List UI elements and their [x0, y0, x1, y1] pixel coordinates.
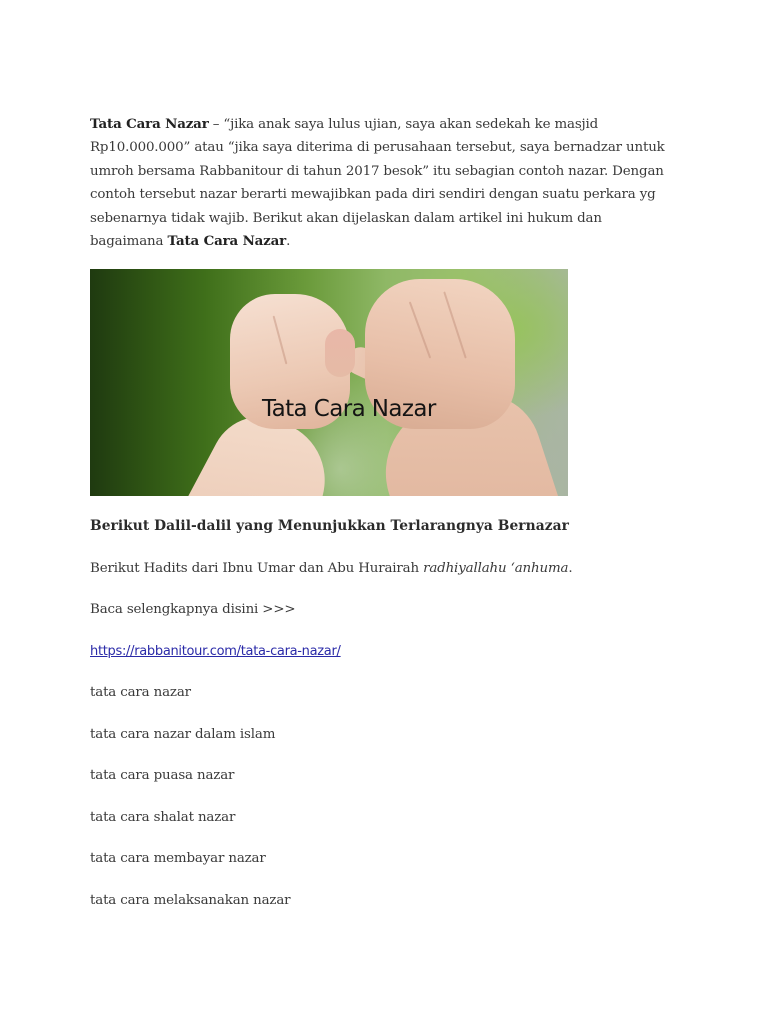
keyword-item: tata cara nazar	[90, 685, 191, 700]
intro-line-6-bold: Tata Cara Nazar	[167, 233, 287, 250]
hero-caption: Tata Cara Nazar	[262, 396, 436, 422]
intro-line-2: Rp10.000.000” atau “jika saya diterima di perusahaan tersebut, saya bernadzar untuk	[90, 140, 665, 156]
hadits-suffix: .	[568, 561, 573, 576]
intro-paragraph	[90, 113, 690, 253]
keyword-item: tata cara puasa nazar	[90, 768, 235, 783]
hadits-italic: radhiyallahu ‘anhuma	[423, 561, 569, 576]
intro-block	[90, 113, 690, 253]
article-link[interactable]: https://rabbanitour.com/tata-cara-nazar/	[90, 644, 341, 659]
keyword-item: tata cara membayar nazar	[90, 851, 266, 866]
hadits-line	[90, 561, 572, 576]
intro-line-6-suffix: .	[286, 234, 291, 250]
hadits-text: Berikut Hadits dari Ibnu Umar dan Abu Hurairah	[90, 561, 424, 576]
keyword-item: tata cara shalat nazar	[90, 810, 236, 825]
hero-image	[90, 269, 568, 496]
intro-line-5: sebenarnya tidak wajib. Berikut akan dijelaskan dalam artikel ini hukum dan	[90, 210, 602, 226]
intro-line-3: umroh bersama Rabbanitour di tahun 2017 besok” itu sebagian contoh nazar. Dengan	[90, 163, 664, 179]
keyword-item: tata cara nazar dalam islam	[90, 727, 276, 742]
keyword-item: tata cara melaksanakan nazar	[90, 893, 291, 908]
read-more-text: Baca selengkapnya disini >>>	[90, 602, 296, 617]
intro-bold-title: Tata Cara Nazar	[90, 116, 209, 132]
section-heading: Berikut Dalil-dalil yang Menunjukkan Terlarangnya Bernazar	[90, 518, 569, 534]
link-line	[90, 644, 341, 659]
intro-line-1: – “jika anak saya lulus ujian, saya akan sedekah ke masjid	[208, 117, 599, 132]
intro-line-4: contoh tersebut nazar berarti mewajibkan pada diri sendiri dengan suatu perkara yg	[90, 187, 656, 203]
left-pinky-shape	[325, 329, 355, 377]
intro-line-6-prefix: bagaimana	[90, 234, 168, 250]
